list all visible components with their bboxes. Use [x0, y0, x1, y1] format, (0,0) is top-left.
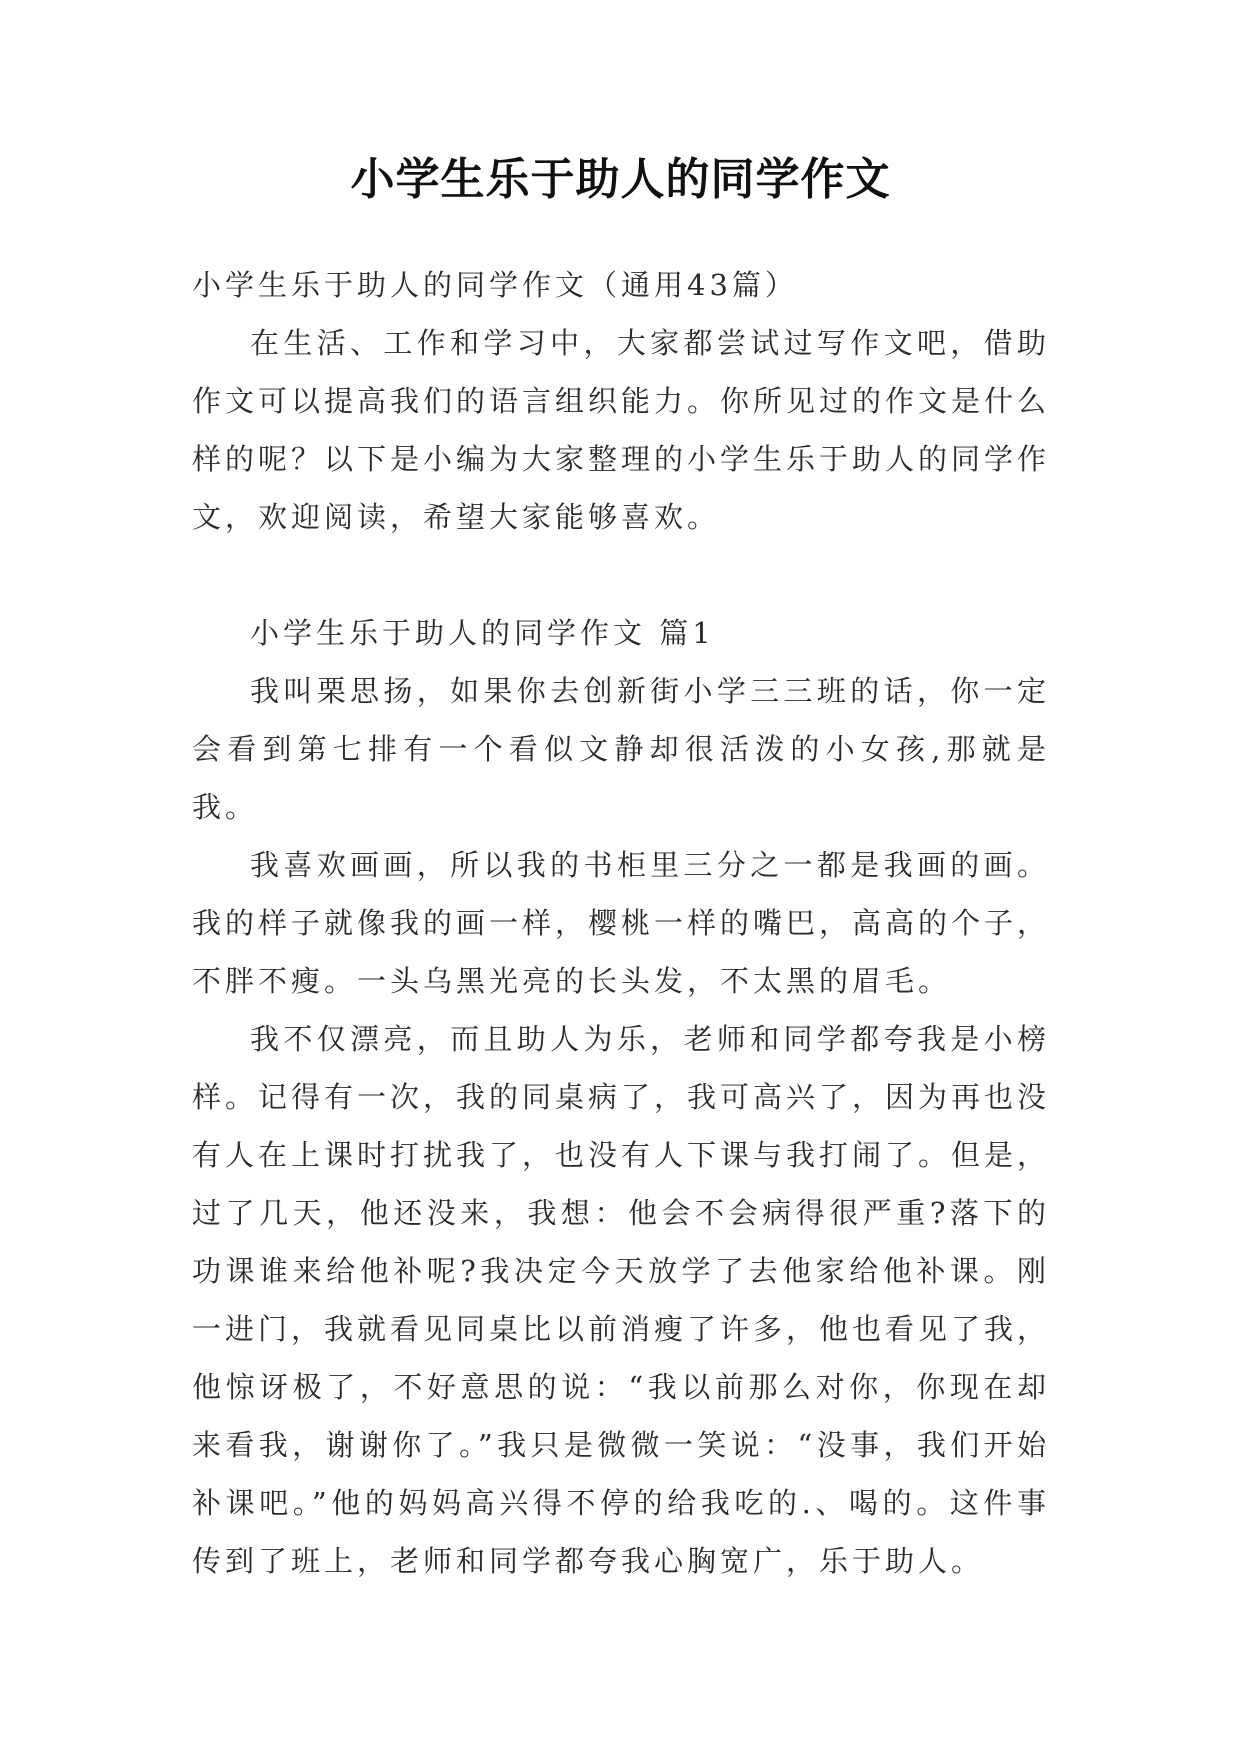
document-subtitle: 小学生乐于助人的同学作文（通用43篇） [192, 268, 798, 302]
essay-paragraph-2: 我喜欢画画，所以我的书柜里三分之一都是我画的画。我的样子就像我的画一样，樱桃一样的嘴巴，高高的个子，不胖不瘦。一头乌黑光亮的长头发，不太黑的眉毛。 [192, 848, 1051, 998]
essay-paragraph-1: 我叫栗思扬，如果你去创新街小学三三班的话，你一定会看到第七排有一个看似文静却很活泼的小女孩,那就是我。 [192, 674, 1050, 824]
essay-paragraph-3: 我不仅漂亮，而且助人为乐，老师和同学都夸我是小榜样。记得有一次，我的同桌病了，我可高兴了，因为再也没有人在上课时打扰我了，也没有人下课与我打闹了。但是，过了几天，他还没来，我想：他会不会病得很严重?落下的功课谁来给他补呢?我决定今天放学了去他家给他补课。刚一进门，我就看见同桌比以前消瘦了许多，他也看见了我，他惊讶极了，不好意思的说：“我以前那么对你，你现在却来看我，谢谢你了。”我只是微微一笑说：“没事，我们开始补课吧。”他的妈妈高兴得不停的给我吃的.、喝的。这件事传到了班上，老师和同学都夸我心胸宽广，乐于助人。 [192, 1022, 1051, 1578]
document-title: 小学生乐于助人的同学作文 [350, 154, 891, 205]
intro-paragraph: 在生活、工作和学习中，大家都尝试过写作文吧，借助作文可以提高我们的语言组织能力。你所见过的作文是什么样的呢？以下是小编为大家整理的小学生乐于助人的同学作文，欢迎阅读，希望大家能够喜欢。 [192, 326, 1051, 534]
section-heading: 小学生乐于助人的同学作文 篇1 [250, 616, 715, 650]
paragraph-spacer [192, 546, 1050, 604]
document-body [192, 256, 1050, 1590]
